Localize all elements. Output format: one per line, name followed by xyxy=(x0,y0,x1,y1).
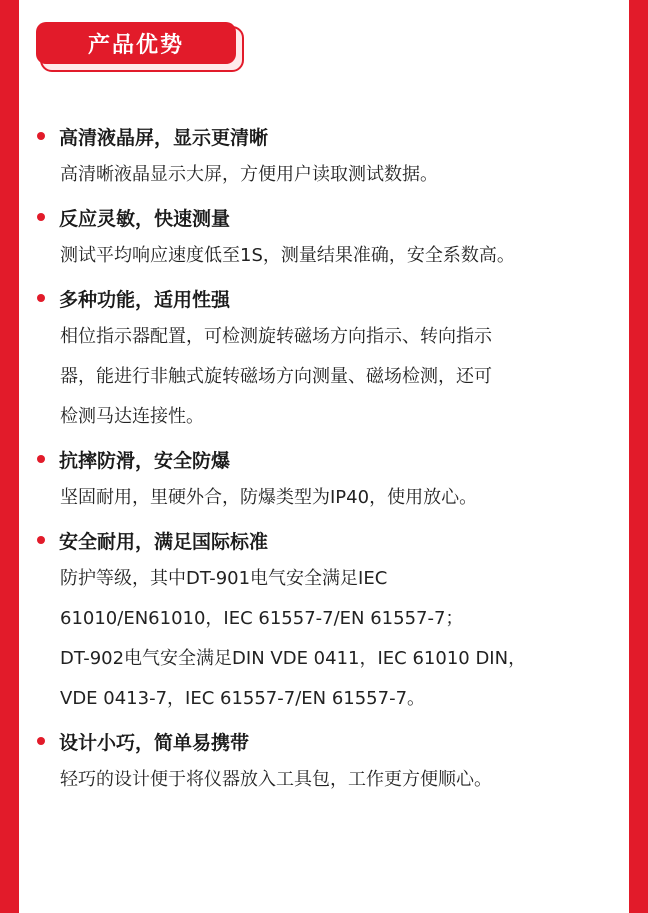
feature-text: 测试平均响应速度低至1S，测量结果准确，安全系数高。 xyxy=(60,245,515,266)
feature-item xyxy=(36,722,626,800)
feature-text: DT-902电气安全满足DIN VDE 0411，IEC 61010 DIN， xyxy=(60,648,527,669)
left-border-bar xyxy=(0,0,19,913)
feature-text: 轻巧的设计便于将仪器放入工具包，工作更方便顺心。 xyxy=(60,769,492,790)
feature-list xyxy=(36,117,626,803)
feature-text: 61010/EN61010，IEC 61557-7/EN 61557-7； xyxy=(60,608,464,629)
feature-item xyxy=(36,521,626,719)
feature-heading: 安全耐用，满足国际标准 xyxy=(59,530,269,553)
feature-item xyxy=(36,117,626,195)
feature-item xyxy=(36,440,626,518)
feature-heading: 多种功能，适用性强 xyxy=(59,288,231,311)
feature-text: 防护等级，其中DT-901电气安全满足IEC xyxy=(60,568,388,589)
bullet-dot-icon xyxy=(37,132,45,140)
bullet-dot-icon xyxy=(37,455,45,463)
section-title-badge xyxy=(36,22,244,72)
bullet-dot-icon xyxy=(37,213,45,221)
section-title: 产品优势 xyxy=(36,22,236,64)
feature-text: 坚固耐用，里硬外合，防爆类型为IP40，使用放心。 xyxy=(60,487,478,508)
bullet-dot-icon xyxy=(37,536,45,544)
bullet-dot-icon xyxy=(37,737,45,745)
feature-heading: 抗摔防滑，安全防爆 xyxy=(59,449,231,472)
feature-text: VDE 0413-7，IEC 61557-7/EN 61557-7。 xyxy=(60,688,426,709)
feature-heading: 反应灵敏，快速测量 xyxy=(59,207,231,230)
feature-text: 器，能进行非触式旋转磁场方向测量、磁场检测，还可 xyxy=(60,366,492,387)
feature-text: 相位指示器配置，可检测旋转磁场方向指示、转向指示 xyxy=(60,326,492,347)
feature-item xyxy=(36,279,626,437)
feature-text: 高清晰液晶显示大屏，方便用户读取测试数据。 xyxy=(60,164,438,185)
feature-heading: 设计小巧，简单易携带 xyxy=(59,731,250,754)
feature-heading: 高清液晶屏，显示更清晰 xyxy=(59,126,269,149)
feature-item xyxy=(36,198,626,276)
bullet-dot-icon xyxy=(37,294,45,302)
right-border-bar xyxy=(629,0,648,913)
feature-text: 检测马达连接性。 xyxy=(60,406,204,427)
